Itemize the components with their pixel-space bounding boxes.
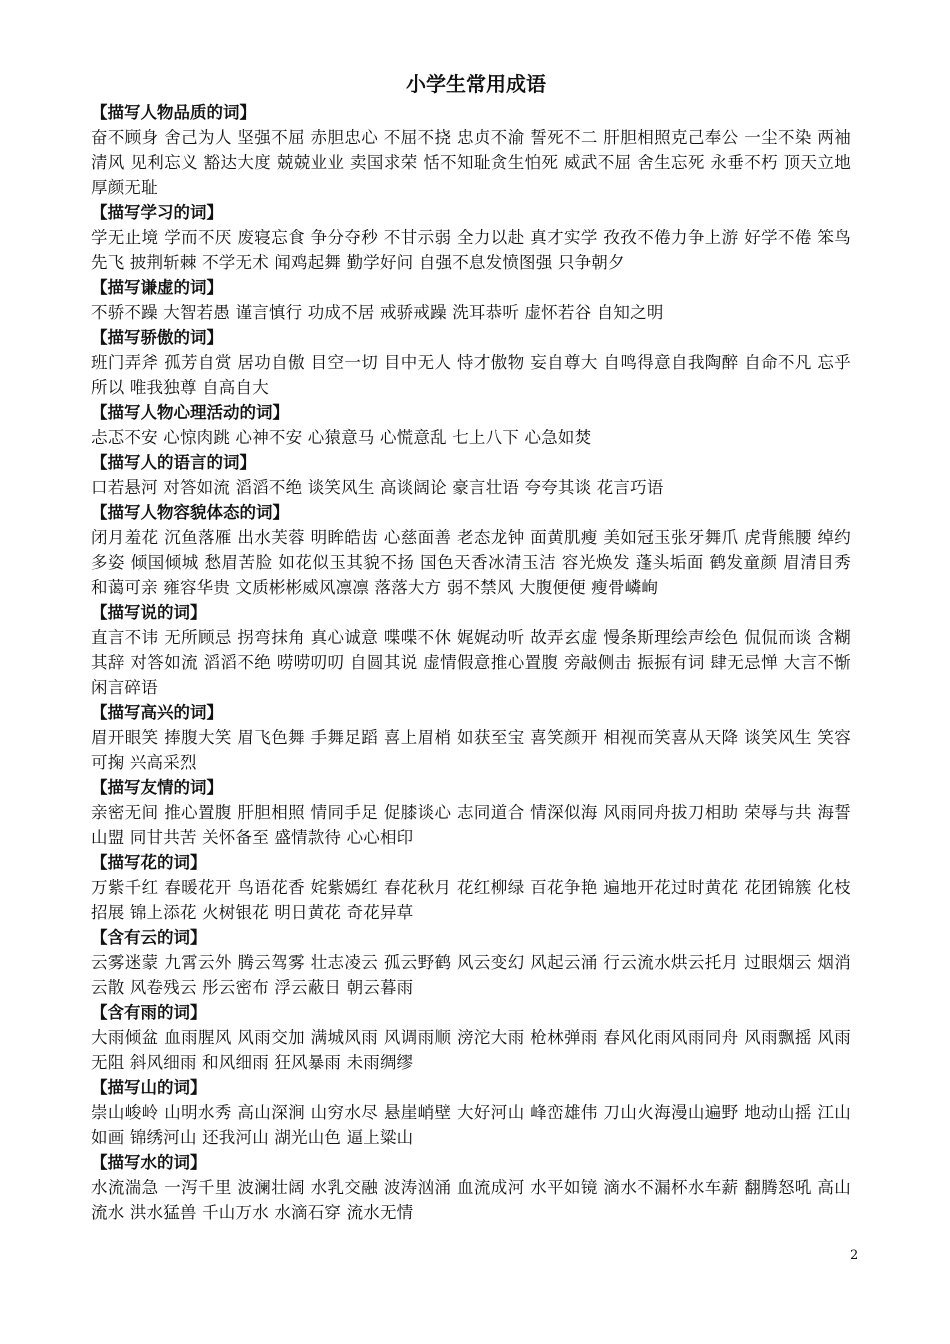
page-title: 小学生常用成语 [406,72,546,96]
section-friendship [91,775,851,850]
section-body: 万紫千红 春暖花开 鸟语花香 姹紫嫣红 春花秋月 花红柳绿 百花争艳 遍地开花过时黄花 花团锦簇 化枝招展 锦上添花 火树银花 明日黄花 奇花异草 [91,878,851,922]
section-clouds [91,925,851,1000]
section-heading: 【描写人物心理活动的词】 [91,403,289,422]
section-rain [91,1000,851,1075]
section-heading: 【描写骄傲的词】 [91,328,223,347]
section-arrogance [91,325,851,400]
section-heading: 【描写高兴的词】 [91,703,223,722]
section-water [91,1150,851,1225]
section-speech [91,450,851,500]
section-body: 大雨倾盆 血雨腥风 风雨交加 满城风雨 风调雨顺 滂沱大雨 枪林弹雨 春风化雨风雨同舟 风雨飘摇 风雨无阻 斜风细雨 和风细雨 狂风暴雨 未雨绸缪 [91,1028,851,1072]
section-body: 水流湍急 一泻千里 波澜壮阔 水乳交融 波涛汹涌 血流成河 水平如镜 滴水不漏杯水车薪 翻腾怒吼 高山流水 洪水猛兽 千山万水 水滴石穿 流水无情 [91,1178,851,1222]
section-body: 闭月羞花 沉鱼落雁 出水芙蓉 明眸皓齿 心慈面善 老态龙钟 面黄肌瘦 美如冠玉张牙舞爪 虎背熊腰 绰约多姿 倾国倾城 愁眉苦脸 如花似玉其貌不扬 国色天香冰清玉洁 容光焕发 蓬头垢面 鹤发童颜 眉清目秀 和蔼可亲 雍容华贵 文质彬彬威风凛凛 落落大方 弱不禁风 大腹便便 瘦骨嶙峋 [91,528,851,597]
section-flowers [91,850,851,925]
section-body: 不骄不躁 大智若愚 谨言慎行 功成不居 戒骄戒躁 洗耳恭听 虚怀若谷 自知之明 [91,303,664,322]
section-modesty [91,275,851,325]
section-heading: 【描写人的语言的词】 [91,453,256,472]
section-heading: 【描写人物品质的词】 [91,103,256,122]
section-happiness [91,700,851,775]
section-saying [91,600,851,700]
section-heading: 【描写水的词】 [91,1153,207,1172]
section-heading: 【描写谦虚的词】 [91,278,223,297]
section-heading: 【描写友情的词】 [91,778,223,797]
section-body: 奋不顾身 舍己为人 坚强不屈 赤胆忠心 不屈不挠 忠贞不渝 誓死不二 肝胆相照克己奉公 一尘不染 两袖清风 见利忘义 豁达大度 兢兢业业 卖国求荣 恬不知耻贪生怕死 威武不屈 舍生忘死 永垂不朽 顶天立地 厚颜无耻 [91,128,851,197]
section-body: 忐忑不安 心惊肉跳 心神不安 心猿意马 心慌意乱 七上八下 心急如焚 [91,428,592,447]
page-number: 2 [850,1248,859,1263]
section-body: 亲密无间 推心置腹 肝胆相照 情同手足 促膝谈心 志同道合 情深似海 风雨同舟拔刀相助 荣辱与共 海誓山盟 同甘共苦 关怀备至 盛情款待 心心相印 [91,803,851,847]
section-body: 口若悬河 对答如流 滔滔不绝 谈笑风生 高谈阔论 豪言壮语 夸夸其谈 花言巧语 [91,478,664,497]
section-heading: 【含有云的词】 [91,928,207,947]
section-body: 眉开眼笑 捧腹大笑 眉飞色舞 手舞足蹈 喜上眉梢 如获至宝 喜笑颜开 相视而笑喜从天降 谈笑风生 笑容可掬 兴高采烈 [91,728,851,772]
section-heading: 【描写学习的词】 [91,203,223,222]
section-study [91,200,851,275]
section-heading: 【描写山的词】 [91,1078,207,1097]
section-mountains [91,1075,851,1150]
section-body: 云雾迷蒙 九霄云外 腾云驾雾 壮志凌云 孤云野鹤 风云变幻 风起云涌 行云流水烘云托月 过眼烟云 烟消云散 风卷残云 彤云密布 浮云蔽日 朝云暮雨 [91,953,851,997]
section-heading: 【含有雨的词】 [91,1003,207,1022]
section-heading: 【描写说的词】 [91,603,207,622]
section-character [91,100,851,200]
section-heading: 【描写花的词】 [91,853,207,872]
section-psychology [91,400,851,450]
section-appearance [91,500,851,600]
section-body: 直言不讳 无所顾忌 拐弯抹角 真心诚意 喋喋不休 娓娓动听 故弄玄虚 慢条斯理绘声绘色 侃侃而谈 含糊其辞 对答如流 滔滔不绝 唠唠叨叨 自圆其说 虚情假意推心置腹 旁敲侧击 振振有词 肆无忌惮 大言不惭 闲言碎语 [91,628,851,697]
document-page [91,68,851,1225]
section-body: 崇山峻岭 山明水秀 高山深涧 山穷水尽 悬崖峭壁 大好河山 峰峦雄伟 刀山火海漫山遍野 地动山摇 江山如画 锦绣河山 还我河山 湖光山色 逼上粱山 [91,1103,851,1147]
section-heading: 【描写人物容貌体态的词】 [91,503,289,522]
section-body: 学无止境 学而不厌 废寝忘食 争分夺秒 不甘示弱 全力以赴 真才实学 孜孜不倦力争上游 好学不倦 笨鸟先飞 披荆斩棘 不学无术 闻鸡起舞 勤学好问 自强不息发愤图强 只争朝夕 [91,228,851,272]
section-body: 班门弄斧 孤芳自赏 居功自傲 目空一切 目中无人 恃才傲物 妄自尊大 自鸣得意自我陶醉 自命不凡 忘乎所以 唯我独尊 自高自大 [91,353,851,397]
